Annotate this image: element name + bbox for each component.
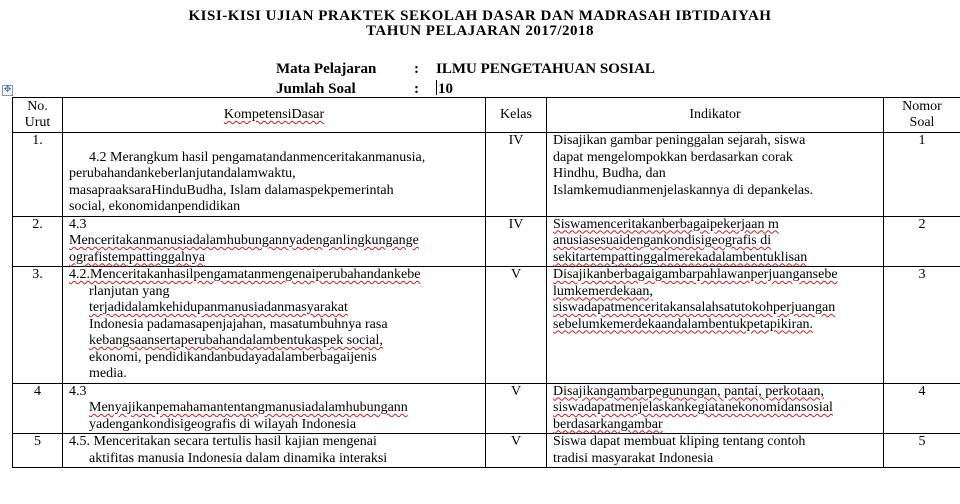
competency-line: ografistempattinggalnya xyxy=(69,249,206,265)
row-number: 1. xyxy=(13,133,63,217)
indicator-line: tradisi masyarakat Indonesia xyxy=(553,450,714,466)
kisi-kisi-table xyxy=(12,97,960,468)
row-number: 2. xyxy=(13,216,63,267)
indicator-line: Siswa dapat membuat kliping tentang contoh xyxy=(553,434,806,449)
document-title: KISI-KISI UJIAN PRAKTEK SEKOLAH DASAR DAN MADRASAH IBTIDAIYAH xyxy=(188,8,772,24)
competency-cell xyxy=(63,434,486,468)
question-number-cell: 2 xyxy=(884,216,960,267)
competency-line: ekonomi, pendidikandanbudayadalamberbagaijenis xyxy=(89,349,377,365)
row-number: 3. xyxy=(13,267,63,384)
indicator-line: Siswamenceritakanberbagaipekerjaan m xyxy=(553,216,779,232)
document-subtitle: TAHUN PELAJARAN 2017/2018 xyxy=(365,23,595,39)
indicator-line: Disajikangambarpegunungan, pantai, perkotaan, xyxy=(553,383,824,399)
table-row xyxy=(13,267,960,384)
competency-line: social, ekonomidanpendidikan xyxy=(69,199,241,214)
table-row xyxy=(13,216,960,267)
competency-line: perubahandankeberlanjutandalamwaktu, xyxy=(69,166,296,181)
indicator-line: berdasarkangambar xyxy=(553,416,663,432)
indicator-line: sekitartempattinggalmerekadalambentuklisan xyxy=(553,249,808,265)
question-count-label: Jumlah Soal xyxy=(276,81,356,97)
indicator-line: siswadapatmenjelaskankegiatanekonomidansosial xyxy=(553,400,833,415)
table-header-row xyxy=(13,98,960,133)
grade-cell: V xyxy=(486,434,547,468)
competency-line: 4.3 xyxy=(69,216,87,232)
indicator-line: lumkemerdekaan, xyxy=(553,283,653,299)
competency-line: aktifitas manusia Indonesia dalam dinamika interaksi xyxy=(89,450,388,466)
competency-line: Menceritakanmanusiadalamhubungannyadenganlingkungange xyxy=(69,233,419,248)
header-nomor-soal: Nomor Soal xyxy=(884,98,960,133)
header-no-urut: No. Urut xyxy=(13,98,63,133)
grade-cell: IV xyxy=(486,133,547,217)
header-kelas: Kelas xyxy=(486,98,547,133)
competency-line: Menyajikanpemahamantentangmanusiadalamhubungann xyxy=(89,400,408,415)
table-row xyxy=(13,434,960,468)
competency-line: 4.5. Menceritakan secara tertulis hasil kajian mengenai xyxy=(69,434,377,449)
question-count-value[interactable]: 10 xyxy=(438,81,453,97)
competency-cell xyxy=(63,216,486,267)
indicator-cell xyxy=(547,267,884,384)
indicator-line: anusiasesuaidengankondisigeografis di xyxy=(553,233,772,248)
competency-line xyxy=(69,133,479,150)
question-count-colon: : xyxy=(414,81,419,97)
indicator-cell xyxy=(547,434,884,468)
competency-line: 4.2 Merangkum hasil pengamatandanmenceritakanmanusia, xyxy=(89,149,426,165)
indicator-line: Disajikanberbagaigambarpahlawanperjuangansebe xyxy=(553,267,838,282)
competency-line: kebangsaansertaperubahandalambentukaspek social, xyxy=(89,333,383,348)
subject-value: ILMU PENGETAHUAN SOSIAL xyxy=(436,61,655,77)
competency-line: 4.2.Menceritakanhasilpengamatanmengenaiperubahandankebe xyxy=(69,267,421,282)
indicator-cell xyxy=(547,133,884,217)
question-count-line xyxy=(276,80,453,98)
competency-cell xyxy=(63,383,486,434)
subject-line xyxy=(276,61,655,78)
competency-line: media. xyxy=(89,366,127,381)
question-number-cell: 4 xyxy=(884,383,960,434)
competency-line: terjadidalamkehidupanmanusiadanmasyarakat xyxy=(89,300,348,315)
question-number-cell: 3 xyxy=(884,267,960,384)
grade-cell: V xyxy=(486,267,547,384)
grade-cell: IV xyxy=(486,216,547,267)
competency-line: 4.3 xyxy=(69,383,87,399)
indicator-line: Disajikan gambar peninggalan sejarah, siswa xyxy=(553,133,806,148)
indicator-line: dapat mengelompokkan berdasarkan corak xyxy=(553,149,793,165)
row-number: 5 xyxy=(13,434,63,468)
competency-cell xyxy=(63,267,486,384)
row-number: 4 xyxy=(13,383,63,434)
competency-line: masapraaksaraHinduBudha, Islam dalamaspekpemerintah xyxy=(69,182,394,198)
indicator-line: Hindhu, Budha, dan xyxy=(553,166,666,181)
table-move-handle-icon[interactable]: ✥ xyxy=(3,85,12,95)
competency-line: yadengankondisigeografis di wilayah Indonesia xyxy=(89,416,357,432)
text-cursor xyxy=(436,80,437,95)
grade-cell: V xyxy=(486,383,547,434)
competency-line: Indonesia padamasapenjajahan, masatumbuhnya rasa xyxy=(89,316,388,332)
question-number-cell: 5 xyxy=(884,434,960,468)
question-number-cell: 1 xyxy=(884,133,960,217)
table-row xyxy=(13,133,960,217)
indicator-line: sebelumkemerdekaandalambentukpetapikiran. xyxy=(553,316,814,332)
subject-label: Mata Pelajaran xyxy=(276,61,377,77)
header-indikator: Indikator xyxy=(547,98,884,133)
subject-colon: : xyxy=(414,61,419,77)
indicator-line: siswadapatmenceritakansalahsatutokohperjuangan xyxy=(553,300,836,315)
indicator-cell xyxy=(547,383,884,434)
table-row xyxy=(13,383,960,434)
competency-line: rlanjutan yang xyxy=(89,283,170,299)
indicator-line: Islamkemudianmenjelaskannya di depankelas. xyxy=(553,182,814,198)
competency-cell xyxy=(63,133,486,217)
header-kompetensi-dasar: KompetensiDasar xyxy=(63,98,486,133)
indicator-cell xyxy=(547,216,884,267)
